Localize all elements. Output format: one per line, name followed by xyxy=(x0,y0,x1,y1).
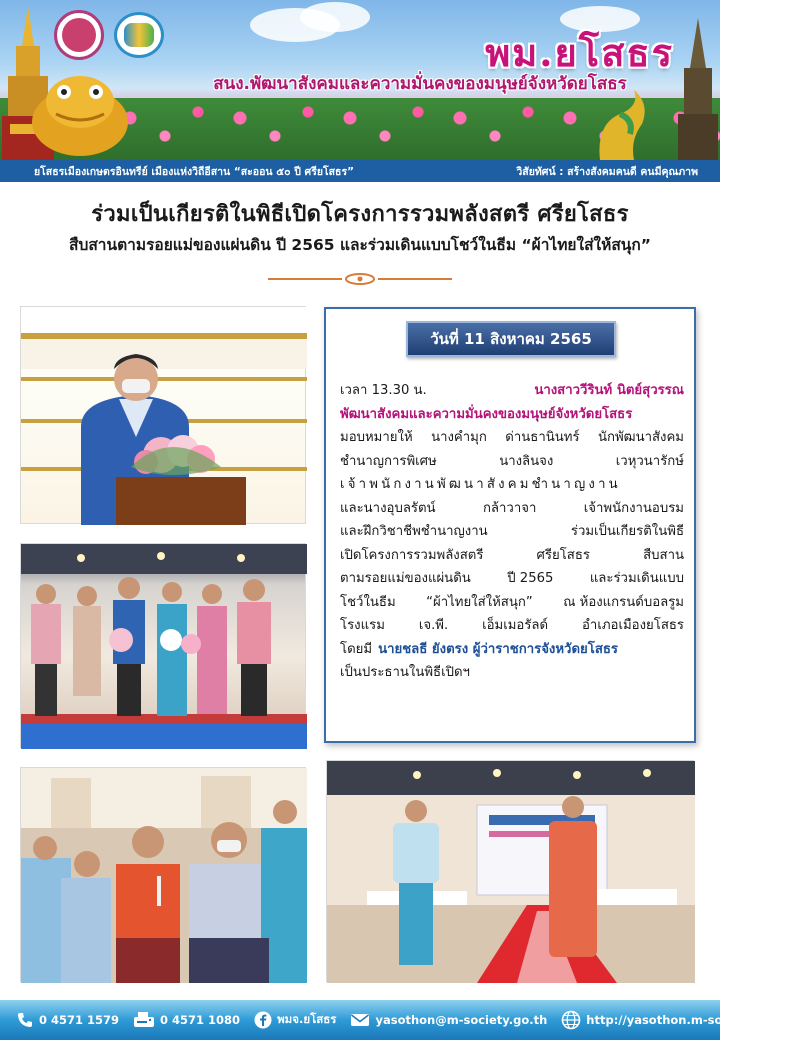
email-address: yasothon@m-society.go.th xyxy=(375,1013,548,1027)
article-line xyxy=(340,591,684,615)
text-segment: นางคำมุก xyxy=(431,430,487,445)
text-segment: โชว์ในธีม xyxy=(340,594,396,610)
article-box xyxy=(324,307,696,743)
photo-fashion-show-runway xyxy=(326,760,694,982)
text-segment: โรงแรม xyxy=(340,618,385,633)
anniversary-logo xyxy=(114,12,164,58)
text-segment: กล้าวาจา xyxy=(482,500,537,516)
article-line xyxy=(340,473,684,497)
article-line-1 xyxy=(340,379,684,403)
footer-email[interactable] xyxy=(350,1012,547,1028)
text-segment: นักพัฒนาสังคม xyxy=(597,430,684,445)
fax-number: 0 4571 1080 xyxy=(160,1013,241,1027)
text-segment: เปิดโครงการรวมพลังสตรี xyxy=(340,547,484,563)
text-segment: เจ้าพนักงานอบรม xyxy=(583,500,684,516)
fax-icon xyxy=(133,1011,155,1029)
closing-prefix: โดยมี xyxy=(340,641,373,657)
email-icon xyxy=(350,1012,370,1028)
article-line-closing xyxy=(340,661,684,685)
speaker-title: พัฒนาสังคมและความมั่นคงของมนุษย์จังหวัดยโสธร xyxy=(340,406,633,422)
article-line xyxy=(340,450,684,474)
text-segment: ด่านธานินทร์ xyxy=(505,430,580,445)
article-line xyxy=(340,520,684,544)
text-segment: ณ ห้องแกรนด์บอลรูม xyxy=(563,594,684,610)
event-time: เวลา 13.30 น. xyxy=(340,383,427,398)
photo-speaker-at-podium xyxy=(20,306,306,524)
article-line xyxy=(340,614,684,638)
text-segment: เวหุวนารักษ์ xyxy=(615,453,684,469)
text-segment: ศรียโสธร xyxy=(536,547,590,563)
vision-statement: วิสัยทัศน์ : สร้างสังคมคนดี คนมีคุณภาพ xyxy=(516,165,698,178)
text-segment: เจ้าพนักงานพัฒนาสังคมชำนาญงาน xyxy=(340,477,621,492)
phone-icon xyxy=(16,1011,34,1029)
banner-subtitle: สนง.พัฒนาสังคมและความมั่นคงของมนุษย์จังหวัดยโสธร xyxy=(213,74,627,94)
text-segment: สืบสาน xyxy=(643,547,684,563)
footer-website[interactable] xyxy=(561,1010,795,1030)
article-body xyxy=(340,379,684,685)
facebook-page: พมจ.ยโสธร xyxy=(277,1012,337,1026)
news-subheadline: สืบสานตามรอยแม่ของแผ่นดิน ปี 2565 และร่วมเดินแบบโชว์ในธีม “ผ้าไทยใส่ให้สนุก” xyxy=(69,236,651,254)
facebook-icon xyxy=(254,1011,272,1029)
globe-icon xyxy=(561,1010,581,1030)
contact-footer xyxy=(0,1000,796,1040)
article-line xyxy=(340,497,684,521)
text-segment: เจ.พี. xyxy=(418,618,449,633)
footer-phone[interactable] xyxy=(16,1011,119,1029)
text-segment: ตามรอยแม่ของแผ่นดิน xyxy=(340,571,471,586)
text-segment: และร่วมเดินแบบ xyxy=(589,571,684,586)
chairman-name: นายชลธี ยังตรง ผู้ว่าราชการจังหวัดยโสธร xyxy=(378,641,619,657)
province-slogan: ยโสธรเมืองเกษตรอินทรีย์ เมืองแห่งวิถีอีสาน “สะออน ๕๐ ปี ศรียโสธร” xyxy=(34,165,355,178)
text-segment: มอบหมายให้ xyxy=(340,430,413,445)
golden-toad-statue-image xyxy=(26,62,134,160)
date-badge: วันที่ 11 สิงหาคม 2565 xyxy=(406,321,616,357)
speaker-name: นางสาววีรินท์ นิตย์สุวรรณ xyxy=(534,383,684,398)
slogan-bar xyxy=(0,160,720,182)
article-line xyxy=(340,426,684,450)
website-url: http://yasothon.m-society.go.th/ xyxy=(586,1013,796,1027)
text-segment: “ผ้าไทยใส่ให้สนุก” xyxy=(426,594,533,610)
text-segment: ชำนาญการพิเศษ xyxy=(340,453,437,469)
text-segment: อำเภอเมืองยโสธร xyxy=(582,618,684,633)
ministry-seal-logo xyxy=(54,10,104,60)
text-segment: ปี 2565 xyxy=(507,571,554,586)
article-line xyxy=(340,567,684,591)
article-line-chairman xyxy=(340,638,684,662)
photo-seated-guests xyxy=(20,767,306,982)
article-line-2 xyxy=(340,403,684,427)
article-line xyxy=(340,544,684,568)
footer-fax[interactable] xyxy=(133,1011,240,1029)
text-segment: ร่วมเป็นเกียรติในพิธี xyxy=(570,524,684,539)
cloud-decoration xyxy=(300,2,370,32)
photo-group-on-stage xyxy=(20,543,306,748)
divider-ornament xyxy=(268,272,452,286)
text-segment: นางลินจง xyxy=(499,453,554,469)
footer-facebook[interactable] xyxy=(254,1011,336,1029)
text-segment: และนางอุบลรัตน์ xyxy=(340,500,436,516)
header-banner xyxy=(0,0,720,160)
banner-title: พม.ยโสธร xyxy=(485,30,674,75)
text-segment: เอ็มเมอรัลด์ xyxy=(482,618,549,633)
phone-number: 0 4571 1579 xyxy=(39,1013,120,1027)
closing-line: เป็นประธานในพิธีเปิดฯ xyxy=(340,665,470,680)
news-headline: ร่วมเป็นเกียรติในพิธีเปิดโครงการรวมพลังสตรี ศรียโสธร xyxy=(91,202,629,227)
text-segment: และฝึกวิชาชีพชำนาญงาน xyxy=(340,524,488,539)
